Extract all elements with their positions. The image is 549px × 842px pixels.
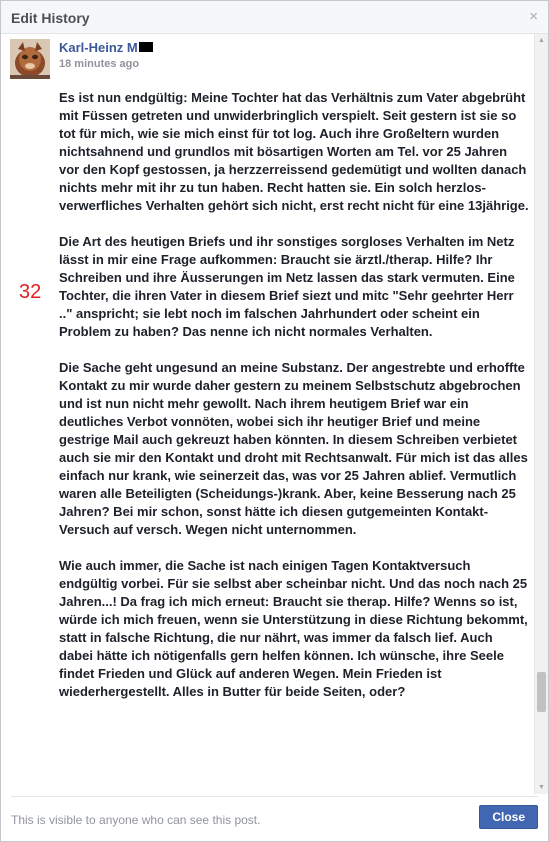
- author-name-text: Karl-Heinz M: [59, 40, 138, 55]
- timestamp[interactable]: 18 minutes ago: [59, 58, 140, 70]
- dialog-title: Edit History: [11, 10, 90, 26]
- dialog-header: [1, 1, 548, 34]
- post-paragraph: Die Sache geht ungesund an meine Substanz. Der angestrebte und erhoffte Kontakt zu mir wurde daher gestern zu meinem Selbstschutz abgebrochen und ist nun nicht mehr gewollt. Nach ihrem heutigem Brief war ein deutliches Verbot vonnöten, wobei sich ihr heutiger Brief und meine gestrige Mail auch gekreuzt haben könnten. In diesem Schreiben verbietet auch sie mir den Kontakt und droht mit Rechtsanwalt. Für mich ist das alles einfach nur krank, wie seinerzeit das, was vor 25 Jahren ablief. Vermutlich waren alle Beteiligten (Scheidungs-)krank. Aber, keine Besserung nach 25 Jahren? Bei mir schon, sonst hätte ich diesen gutgemeinten Kontakt-Versuch auf versch. Wegen nicht unternommen.: [59, 360, 528, 537]
- scroll-up-arrow-icon[interactable]: ▲: [538, 37, 545, 44]
- visibility-note: This is visible to anyone who can see this post.: [11, 813, 261, 827]
- author-name[interactable]: [59, 40, 153, 55]
- avatar[interactable]: [10, 39, 50, 79]
- close-button[interactable]: Close: [479, 805, 538, 829]
- history-scroll-area: [1, 34, 548, 794]
- scroll-down-arrow-icon[interactable]: ▼: [538, 784, 545, 791]
- post-text: [59, 89, 529, 719]
- redaction-block: [139, 42, 153, 52]
- post-paragraph: Die Art des heutigen Briefs und ihr sonstiges sorgloses Verhalten im Netz lässt in mir eine Frage aufkommen: Braucht sie ärztl./therap. Hilfe? Ihr Schreiben und ihre Äusserungen im Netz lassen das stark vermuten. Eine Tochter, die ihren Vater in diesem Brief siezt und mitc "Sehr geehrter Herr .." anspricht; sie lebt noch im falschen Jahrhundert oder scheint ein Problem zu haben? Das nenne ich nicht normales Verhalten.: [59, 234, 515, 339]
- annotation-number: 32: [19, 281, 42, 303]
- scrollbar-thumb[interactable]: [537, 672, 546, 712]
- post-paragraph: Es ist nun endgültig: Meine Tochter hat das Verhältnis zum Vater abgebrüht mit Füssen getreten und unwiderbringlich verspielt. Seit gestern ist sie so tot für mich, wie sie mich einst für tot log. Auch ihre Großeltern wurden nichtsahnend und grundlos mit bösartigen Worten am Tel. vor 25 Jahren vor den Kopf gestossen, ja herzzerreissend gedemütigt und wollten danach nichts mehr mit ihr zu tun haben. Recht hatten sie. Ein solch herzlos-verwerfliches Verhalten gehört sich nicht, erst recht nicht für eine 13jährige.: [59, 90, 529, 213]
- close-icon[interactable]: ×: [529, 8, 538, 25]
- avatar-image: [10, 39, 50, 79]
- dialog-footer: [1, 795, 548, 841]
- post-paragraph: Wie auch immer, die Sache ist nach einigen Tagen Kontaktversuch endgültig vorbei. Für sie selbst aber scheinbar nicht. Und das noch nach 25 Jahren...! Da frag ich mich erneut: Braucht sie therap. Hilfe? Wenns so ist, würde ich mich freuen, wenn sie Unterstützung in diese Richtung bekommt, statt in falsche Richtung, die nur nährt, was immer da falsch lief. Auch dabei hätte ich nötigenfalls gern helfen können. Ich wünsche, ihre Seele findet Frieden und Glück auf anderen Wegen. Mein Frieden ist wiederhergestellt. Alles in Butter für beide Seiten, oder?: [59, 558, 528, 699]
- vertical-scrollbar[interactable]: [534, 34, 548, 794]
